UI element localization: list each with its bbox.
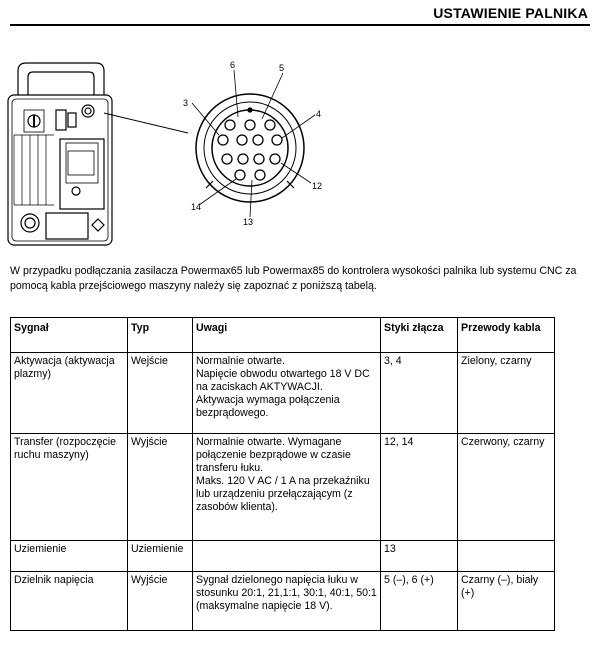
cell-wires: Czarny (–), biały (+) (458, 572, 555, 631)
header-divider (10, 24, 590, 26)
cell-notes: Normalnie otwarte. Napięcie obwodu otwartego 18 V DC na zaciskach AKTYWACJI. Aktywacja wymaga połączenia bezprądowego. (193, 353, 381, 434)
cell-notes: Sygnał dzielonego napięcia łuku w stosunku 20:1, 21,1:1, 30:1, 40:1, 50:1 (maksymalne napięcie 18 V). (193, 572, 381, 631)
pin-label-6: 6 (230, 60, 236, 70)
leader-line (104, 113, 188, 133)
table-row (11, 541, 555, 572)
signal-table (10, 317, 555, 631)
cell-pins: 3, 4 (381, 353, 458, 434)
cell-type: Wejście (128, 353, 193, 434)
header-signal: Sygnał (11, 318, 128, 353)
table-row (11, 434, 555, 541)
pin-label-12: 12 (312, 181, 323, 191)
cell-notes: Normalnie otwarte. Wymagane połączenie bezprądowe w czasie transferu łuku. Maks. 120 V AC / 1 A na przekaźniku lub urządzeniu przełączającym (z zasobów klienta). (193, 434, 381, 541)
pin-label-4: 4 (316, 109, 322, 119)
cnc-connector (196, 94, 304, 202)
connector-figure (0, 55, 340, 255)
pin-label-14: 14 (191, 202, 202, 212)
cell-signal: Uziemienie (11, 541, 128, 572)
pin-leader-lines (192, 70, 315, 217)
cell-signal: Aktywacja (aktywacja plazmy) (11, 353, 128, 434)
header-wires: Przewody kabla (458, 318, 555, 353)
cell-type: Uziemienie (128, 541, 193, 572)
pin-label-5: 5 (279, 63, 285, 73)
page-title: USTAWIENIE PALNIKA (433, 5, 588, 21)
table-row (11, 572, 555, 631)
cell-pins: 12, 14 (381, 434, 458, 541)
header-pins: Styki złącza (381, 318, 458, 353)
cell-wires: Czerwony, czarny (458, 434, 555, 541)
table-header-row (11, 318, 555, 353)
header-type: Typ (128, 318, 193, 353)
intro-paragraph: W przypadku podłączania zasilacza Powermax65 lub Powermax85 do kontrolera wysokości palnika lub systemu CNC za pomocą kabla przejściowego maszyny należy się zapoznać z poniższą tabelą. (10, 265, 577, 292)
cell-signal: Dzielnik napięcia (11, 572, 128, 631)
cell-pins: 5 (–), 6 (+) (381, 572, 458, 631)
cell-wires: Zielony, czarny (458, 353, 555, 434)
cell-notes (193, 541, 381, 572)
cell-signal: Transfer (rozpoczęcie ruchu maszyny) (11, 434, 128, 541)
cell-pins: 13 (381, 541, 458, 572)
pin-label-3: 3 (183, 98, 189, 108)
pin-label-13: 13 (243, 217, 254, 227)
cell-type: Wyjście (128, 434, 193, 541)
cell-wires (458, 541, 555, 572)
table-row (11, 353, 555, 434)
cell-type: Wyjście (128, 572, 193, 631)
power-supply-rear-panel (8, 63, 112, 245)
header-notes: Uwagi (193, 318, 381, 353)
